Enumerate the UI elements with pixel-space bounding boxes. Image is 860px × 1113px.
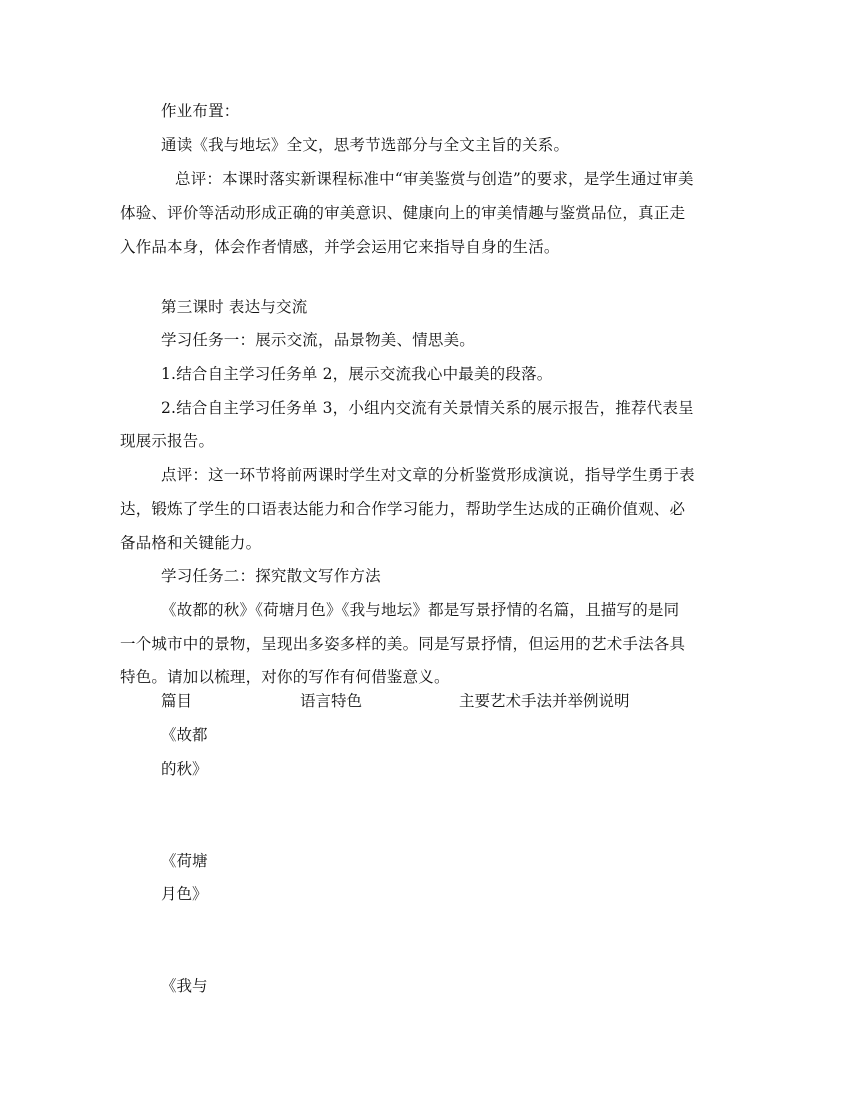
table-row-1-title-line-2: 的秋》 [161, 760, 208, 778]
summary-line-2: 体验、评价等活动形成正确的审美意识、健康向上的审美情趣与鉴赏品位，真正走 [120, 204, 686, 222]
comment-line-3: 备品格和关键能力。 [120, 534, 262, 552]
table-row-1-title-line-1: 《故都 [161, 726, 208, 744]
task1-heading: 学习任务一：展示交流，品景物美、情思美。 [161, 331, 476, 349]
table-header-title: 篇目 [161, 692, 193, 710]
summary-line-1: 总评：本课时落实新课程标准中“审美鉴赏与创造”的要求，是学生通过审美 [175, 170, 694, 188]
lesson3-title: 第三课时 表达与交流 [161, 298, 308, 316]
table-row-2-title-line-2: 月色》 [161, 885, 208, 903]
task1-item-2-line-1: 2.结合自主学习任务单 3，小组内交流有关景情关系的展示报告，推荐代表呈 [161, 399, 694, 417]
table-row-2-title-line-1: 《荷塘 [161, 852, 208, 870]
comment-line-1: 点评：这一环节将前两课时学生对文章的分析鉴赏形成演说，指导学生勇于表 [161, 466, 695, 484]
task1-item-2-line-2: 现展示报告。 [120, 432, 215, 450]
task2-line-3: 特色。请加以梳理，对你的写作有何借鉴意义。 [120, 668, 450, 686]
table-header-language: 语言特色 [300, 692, 363, 710]
task2-heading: 学习任务二：探究散文写作方法 [161, 567, 381, 585]
comment-line-2: 达，锻炼了学生的口语表达能力和合作学习能力，帮助学生达成的正确价值观、必 [120, 500, 686, 518]
homework-heading: 作业布置： [161, 102, 240, 120]
table-row-3-title-line-1: 《我与 [161, 977, 208, 995]
table-header-technique: 主要艺术手法并举例说明 [459, 692, 630, 710]
summary-line-3: 入作品本身，体会作者情感，并学会运用它来指导自身的生活。 [120, 238, 560, 256]
task1-item-1: 1.结合自主学习任务单 2，展示交流我心中最美的段落。 [161, 365, 553, 383]
task2-line-1: 《故都的秋》《荷塘月色》《我与地坛》都是写景抒情的名篇，且描写的是同 [161, 601, 680, 619]
task2-line-2: 一个城市中的景物，呈现出多姿多样的美。同是写景抒情，但运用的艺术手法各具 [120, 635, 686, 653]
homework-text: 通读《我与地坛》全文，思考节选部分与全文主旨的关系。 [161, 136, 570, 154]
